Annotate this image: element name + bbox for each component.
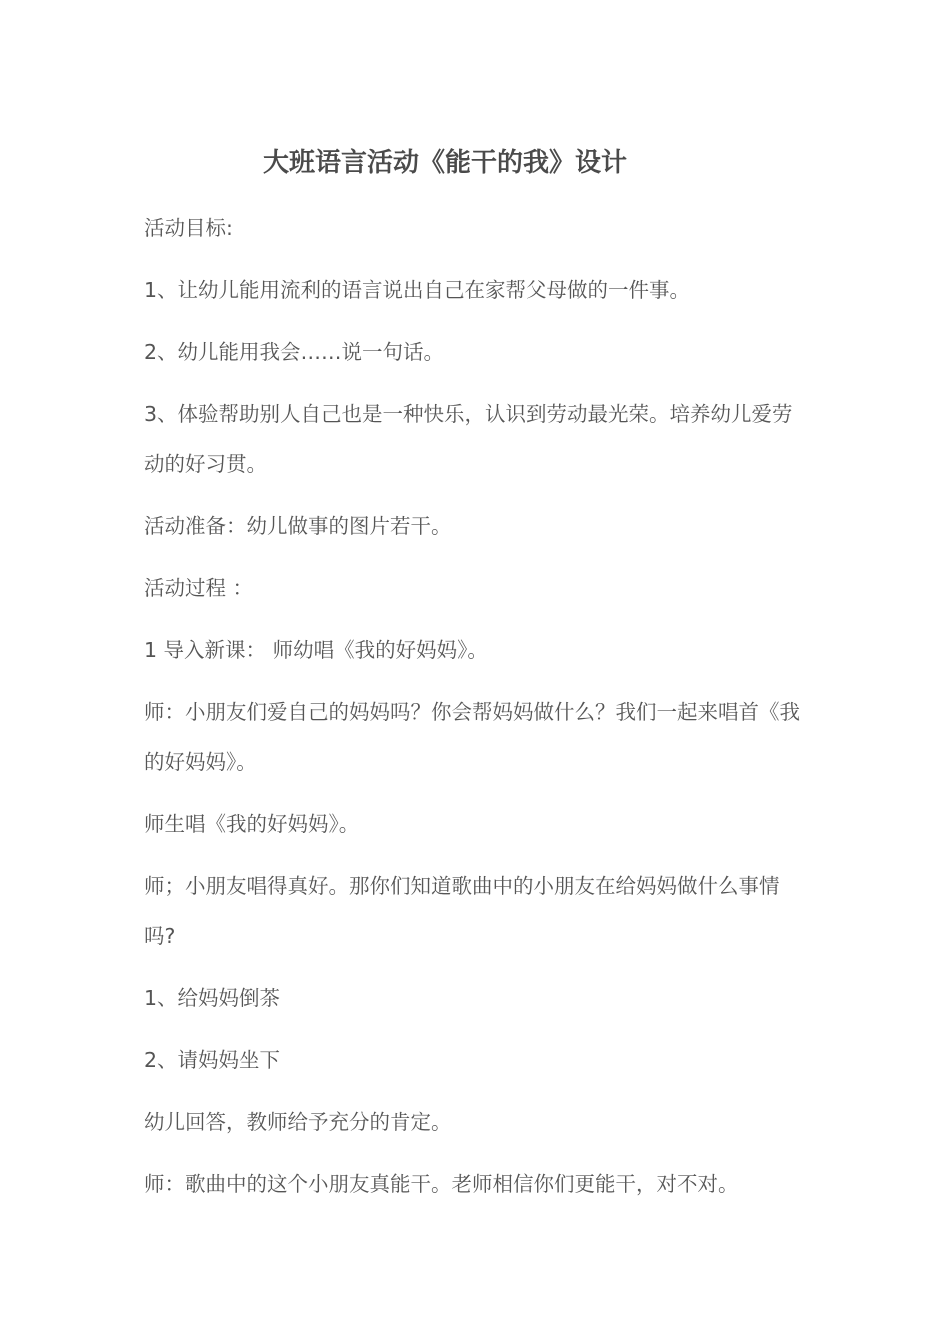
paragraph-answer-2: 2、请妈妈坐下 bbox=[144, 1048, 281, 1072]
paragraph-goal-3: 3、体验帮助别人自己也是一种快乐，认识到劳动最光荣。培养幼儿爱劳动的好习贯。 bbox=[144, 402, 793, 476]
paragraph-goal-2: 2、幼儿能用我会……说一句话。 bbox=[144, 340, 445, 364]
paragraph-teacher-praise: 师；小朋友唱得真好。那你们知道歌曲中的小朋友在给妈妈做什么事情吗? bbox=[144, 874, 780, 948]
paragraph-process-heading: 活动过程 ： bbox=[144, 576, 254, 600]
paragraph-teacher-closing: 师：歌曲中的这个小朋友真能干。老师相信你们更能干，对不对。 bbox=[144, 1172, 739, 1196]
paragraph-preparation: 活动准备：幼儿做事的图片若干。 bbox=[144, 514, 452, 538]
paragraph-teacher-question: 师：小朋友们爱自己的妈妈吗？你会帮妈妈做什么？我们一起来唱首《我的好妈妈》。 bbox=[144, 700, 800, 774]
paragraph-goal-1: 1、让幼儿能用流利的语言说出自己在家帮父母做的一件事。 bbox=[144, 278, 691, 302]
paragraph-goals-heading: 活动目标: bbox=[144, 216, 233, 240]
paragraph-answer-1: 1、给妈妈倒茶 bbox=[144, 986, 281, 1010]
paragraph-sing-together: 师生唱《我的好妈妈》。 bbox=[144, 812, 360, 836]
paragraph-children-answer: 幼儿回答，教师给予充分的肯定。 bbox=[144, 1110, 452, 1134]
document-body bbox=[144, 203, 810, 1221]
paragraph-intro: 1 导入新课： 师幼唱《我的好妈妈》。 bbox=[144, 638, 488, 662]
document-title: 大班语言活动《能干的我》设计 bbox=[262, 148, 627, 178]
